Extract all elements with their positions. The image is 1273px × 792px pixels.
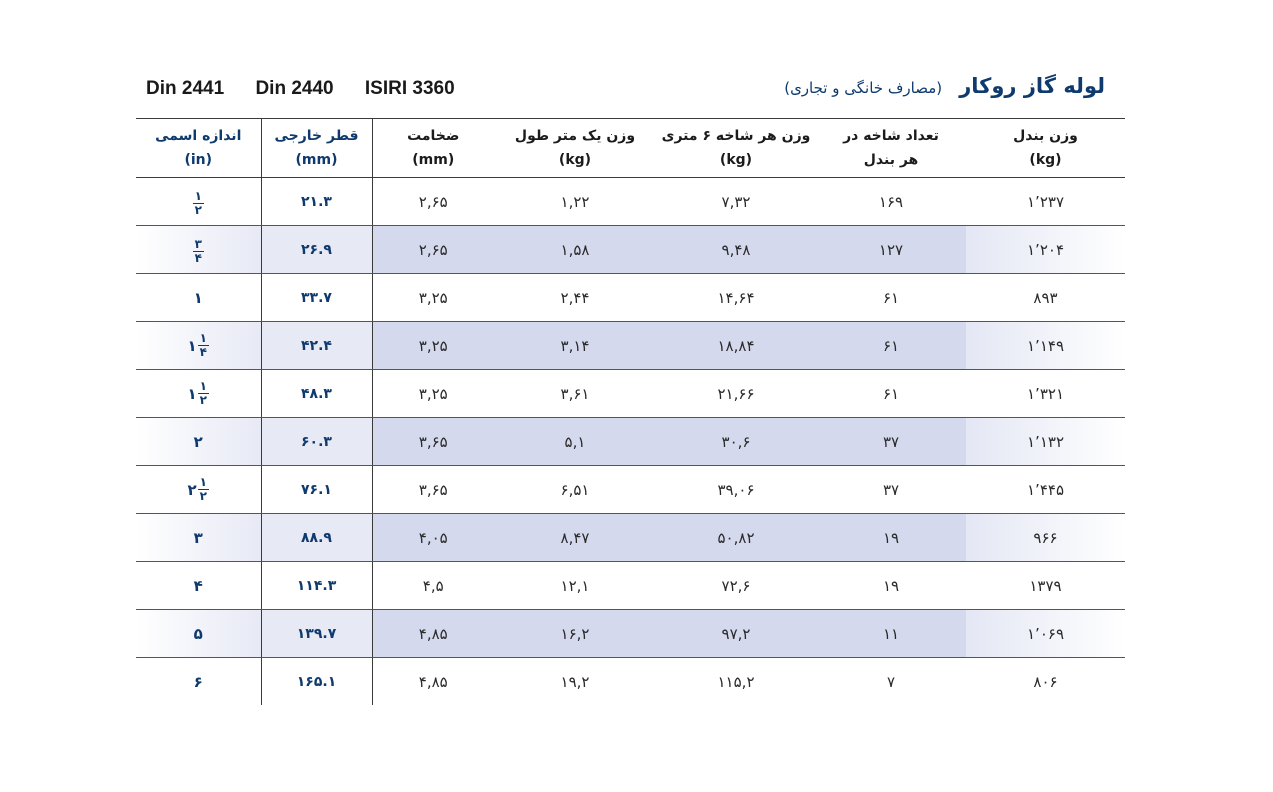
size-fraction bbox=[188, 476, 209, 503]
size-denominator: ۴ bbox=[199, 345, 207, 359]
cell-size: ۵ bbox=[136, 610, 261, 658]
cell-thickness: ۲,۶۵ bbox=[372, 178, 494, 226]
cell-size: ۴ bbox=[136, 562, 261, 610]
cell-bundle-weight: ۱٬۱۳۲ bbox=[966, 418, 1125, 466]
size-fraction-stack bbox=[198, 380, 209, 407]
size-numerator: ۳ bbox=[194, 237, 202, 251]
title-block bbox=[784, 74, 1105, 98]
page-title: لوله گاز روکار bbox=[959, 74, 1105, 98]
cell-od: ۴۸.۳ bbox=[261, 370, 372, 418]
size-fraction bbox=[193, 190, 204, 217]
table-row bbox=[136, 178, 1125, 226]
cell-thickness: ۳,۲۵ bbox=[372, 370, 494, 418]
header-od-label: قطر خارجی bbox=[274, 128, 359, 144]
table-body bbox=[136, 178, 1125, 706]
header-branches-per-bundle-line2: هر بندل bbox=[863, 152, 919, 168]
size-whole: ۱ bbox=[187, 384, 197, 403]
size-denominator: ۲ bbox=[199, 489, 207, 503]
cell-size: ۳ bbox=[136, 514, 261, 562]
header-weight-per-branch-label: وزن هر شاخه ۶ متری bbox=[661, 128, 811, 144]
cell-weight-per-meter: ۱۹,۲ bbox=[560, 672, 590, 691]
size-numerator: ۱ bbox=[199, 475, 207, 489]
header-size-label: اندازه اسمی bbox=[155, 128, 242, 144]
cell-bundle-weight: ۱۳۷۹ bbox=[966, 562, 1125, 610]
header-weight-per-meter-label: وزن یک متر طول bbox=[514, 128, 636, 144]
header-thickness-label: ضخامت bbox=[407, 128, 460, 144]
cell-thickness: ۳,۲۵ bbox=[372, 322, 494, 370]
size-whole: ۲ bbox=[187, 480, 197, 499]
table-row bbox=[136, 610, 1125, 658]
size-denominator: ۲ bbox=[194, 203, 202, 217]
header-weight-per-meter-unit: (kg) bbox=[558, 152, 592, 168]
cell-size bbox=[136, 466, 261, 514]
size-fraction bbox=[193, 238, 204, 265]
cell-thickness: ۳,۶۵ bbox=[372, 466, 494, 514]
cell-size bbox=[136, 226, 261, 274]
cell-branches-per-bundle: ۱۹ bbox=[816, 514, 966, 562]
cell-weight-per-branch: ۳۹,۰۶ bbox=[656, 466, 816, 514]
table-row bbox=[136, 514, 1125, 562]
standard-isiri-3360: ISIRI 3360 bbox=[364, 78, 455, 99]
cell-weight-per-meter: ۲,۴۴ bbox=[494, 274, 656, 322]
cell-weight-per-meter: ۳,۶۱ bbox=[494, 370, 656, 418]
cell-branches-per-bundle: ۱۹ bbox=[816, 562, 966, 610]
cell-bundle-weight: ۹۶۶ bbox=[966, 514, 1125, 562]
header-bundle-weight-unit: (kg) bbox=[1029, 152, 1062, 168]
title-row bbox=[136, 74, 1125, 108]
cell-weight-per-meter: ۸,۴۷ bbox=[494, 514, 656, 562]
cell-weight-per-meter: ۵,۱ bbox=[494, 418, 656, 466]
cell-weight-per-branch: ۳۰,۶ bbox=[656, 418, 816, 466]
size-fraction-stack bbox=[198, 476, 209, 503]
cell-weight-per-branch: ۱۱۵,۲ bbox=[717, 672, 755, 691]
cell-bundle-weight: ۸۰۶ bbox=[1033, 672, 1058, 691]
size-numerator: ۱ bbox=[194, 189, 202, 203]
cell-od: ۸۸.۹ bbox=[261, 514, 372, 562]
size-fraction-stack bbox=[193, 190, 204, 217]
size-numerator: ۱ bbox=[199, 331, 207, 345]
pipe-spec-table bbox=[136, 118, 1125, 705]
cell-od: ۲۶.۹ bbox=[261, 226, 372, 274]
header-branches-per-bundle-line1: تعداد شاخه در bbox=[843, 128, 939, 144]
cell-bundle-weight: ۱٬۳۲۱ bbox=[966, 370, 1125, 418]
cell-weight-per-meter: ۱۲,۱ bbox=[494, 562, 656, 610]
cell-thickness: ۳,۶۵ bbox=[372, 418, 494, 466]
size-denominator: ۲ bbox=[199, 393, 207, 407]
cell-weight-per-meter: ۱۶,۲ bbox=[494, 610, 656, 658]
cell-bundle-weight: ۱٬۰۶۹ bbox=[966, 610, 1125, 658]
cell-bundle-weight: ۸۹۳ bbox=[966, 274, 1125, 322]
cell-thickness: ۲,۶۵ bbox=[372, 226, 494, 274]
cell-od: ۳۳.۷ bbox=[261, 274, 372, 322]
standard-din-2440: Din 2440 bbox=[255, 78, 334, 99]
cell-branches-per-bundle: ۱۲۷ bbox=[816, 226, 966, 274]
cell-branches-per-bundle: ۷ bbox=[886, 672, 896, 691]
cell-weight-per-branch: ۷,۳۲ bbox=[656, 178, 816, 226]
header-size bbox=[136, 119, 261, 178]
cell-weight-per-branch: ۲۱,۶۶ bbox=[656, 370, 816, 418]
header-weight-per-meter bbox=[494, 119, 656, 178]
cell-bundle-weight: ۱٬۲۰۴ bbox=[966, 226, 1125, 274]
cell-weight-per-meter: ۱,۵۸ bbox=[494, 226, 656, 274]
cell-od: ۱۶۵.۱ bbox=[261, 658, 372, 706]
cell-branches-per-bundle: ۳۷ bbox=[816, 418, 966, 466]
cell-branches-per-bundle: ۳۷ bbox=[816, 466, 966, 514]
header-od-unit: (mm) bbox=[295, 152, 338, 168]
size-fraction bbox=[188, 380, 209, 407]
table-row bbox=[136, 658, 1125, 706]
header-thickness bbox=[372, 119, 494, 178]
cell-bundle-weight: ۱٬۱۴۹ bbox=[966, 322, 1125, 370]
header-weight-per-branch-unit: (kg) bbox=[719, 152, 753, 168]
cell-branches-per-bundle: ۱۶۹ bbox=[816, 178, 966, 226]
cell-weight-per-branch: ۷۲,۶ bbox=[656, 562, 816, 610]
cell-bundle-weight: ۱٬۲۳۷ bbox=[966, 178, 1125, 226]
cell-size bbox=[136, 370, 261, 418]
size-fraction-stack bbox=[193, 238, 204, 265]
table-row bbox=[136, 370, 1125, 418]
cell-size: ۶ bbox=[136, 658, 261, 706]
table-row bbox=[136, 466, 1125, 514]
table-header-row bbox=[136, 119, 1125, 178]
cell-branches-per-bundle: ۶۱ bbox=[816, 370, 966, 418]
cell-od: ۴۲.۴ bbox=[261, 322, 372, 370]
cell-branches-per-bundle: ۶۱ bbox=[816, 322, 966, 370]
cell-weight-per-meter: ۱,۲۲ bbox=[494, 178, 656, 226]
cell-od: ۶۰.۳ bbox=[261, 418, 372, 466]
header-branches-per-bundle bbox=[816, 119, 966, 178]
cell-size bbox=[136, 178, 261, 226]
size-denominator: ۴ bbox=[194, 251, 202, 265]
table-row bbox=[136, 322, 1125, 370]
table-row bbox=[136, 274, 1125, 322]
page-subtitle: (مصارف خانگی و تجاری) bbox=[784, 79, 943, 97]
size-fraction-stack bbox=[198, 332, 209, 359]
cell-weight-per-branch: ۹,۴۸ bbox=[656, 226, 816, 274]
cell-size bbox=[136, 322, 261, 370]
table-row bbox=[136, 418, 1125, 466]
header-size-unit: (in) bbox=[184, 152, 213, 168]
cell-branches-per-bundle: ۱۱ bbox=[816, 610, 966, 658]
cell-od: ۱۳۹.۷ bbox=[261, 610, 372, 658]
cell-weight-per-branch: ۵۰,۸۲ bbox=[656, 514, 816, 562]
header-weight-per-branch bbox=[656, 119, 816, 178]
cell-bundle-weight: ۱٬۴۴۵ bbox=[966, 466, 1125, 514]
cell-weight-per-branch: ۱۸,۸۴ bbox=[656, 322, 816, 370]
standard-din-2441: Din 2441 bbox=[146, 78, 225, 99]
cell-thickness: ۴,۵ bbox=[372, 562, 494, 610]
cell-od: ۱۱۴.۳ bbox=[261, 562, 372, 610]
cell-thickness: ۳,۲۵ bbox=[372, 274, 494, 322]
size-numerator: ۱ bbox=[199, 379, 207, 393]
table-row bbox=[136, 226, 1125, 274]
cell-size: ۱ bbox=[136, 274, 261, 322]
cell-thickness: ۴,۸۵ bbox=[418, 672, 448, 691]
cell-weight-per-meter: ۳,۱۴ bbox=[494, 322, 656, 370]
cell-od: ۷۶.۱ bbox=[261, 466, 372, 514]
size-whole: ۱ bbox=[187, 336, 197, 355]
header-thickness-unit: (mm) bbox=[412, 152, 455, 168]
header-bundle-weight-label: وزن بندل bbox=[1013, 128, 1078, 144]
cell-branches-per-bundle: ۶۱ bbox=[816, 274, 966, 322]
cell-thickness: ۴,۸۵ bbox=[372, 610, 494, 658]
header-od bbox=[261, 119, 372, 178]
cell-thickness: ۴,۰۵ bbox=[372, 514, 494, 562]
cell-weight-per-branch: ۱۴,۶۴ bbox=[656, 274, 816, 322]
cell-weight-per-meter: ۶,۵۱ bbox=[494, 466, 656, 514]
cell-od: ۲۱.۳ bbox=[261, 178, 372, 226]
header-bundle-weight bbox=[966, 119, 1125, 178]
cell-size: ۲ bbox=[136, 418, 261, 466]
size-fraction bbox=[188, 332, 209, 359]
cell-weight-per-branch: ۹۷,۲ bbox=[656, 610, 816, 658]
standards-list bbox=[146, 78, 481, 100]
table-row bbox=[136, 562, 1125, 610]
